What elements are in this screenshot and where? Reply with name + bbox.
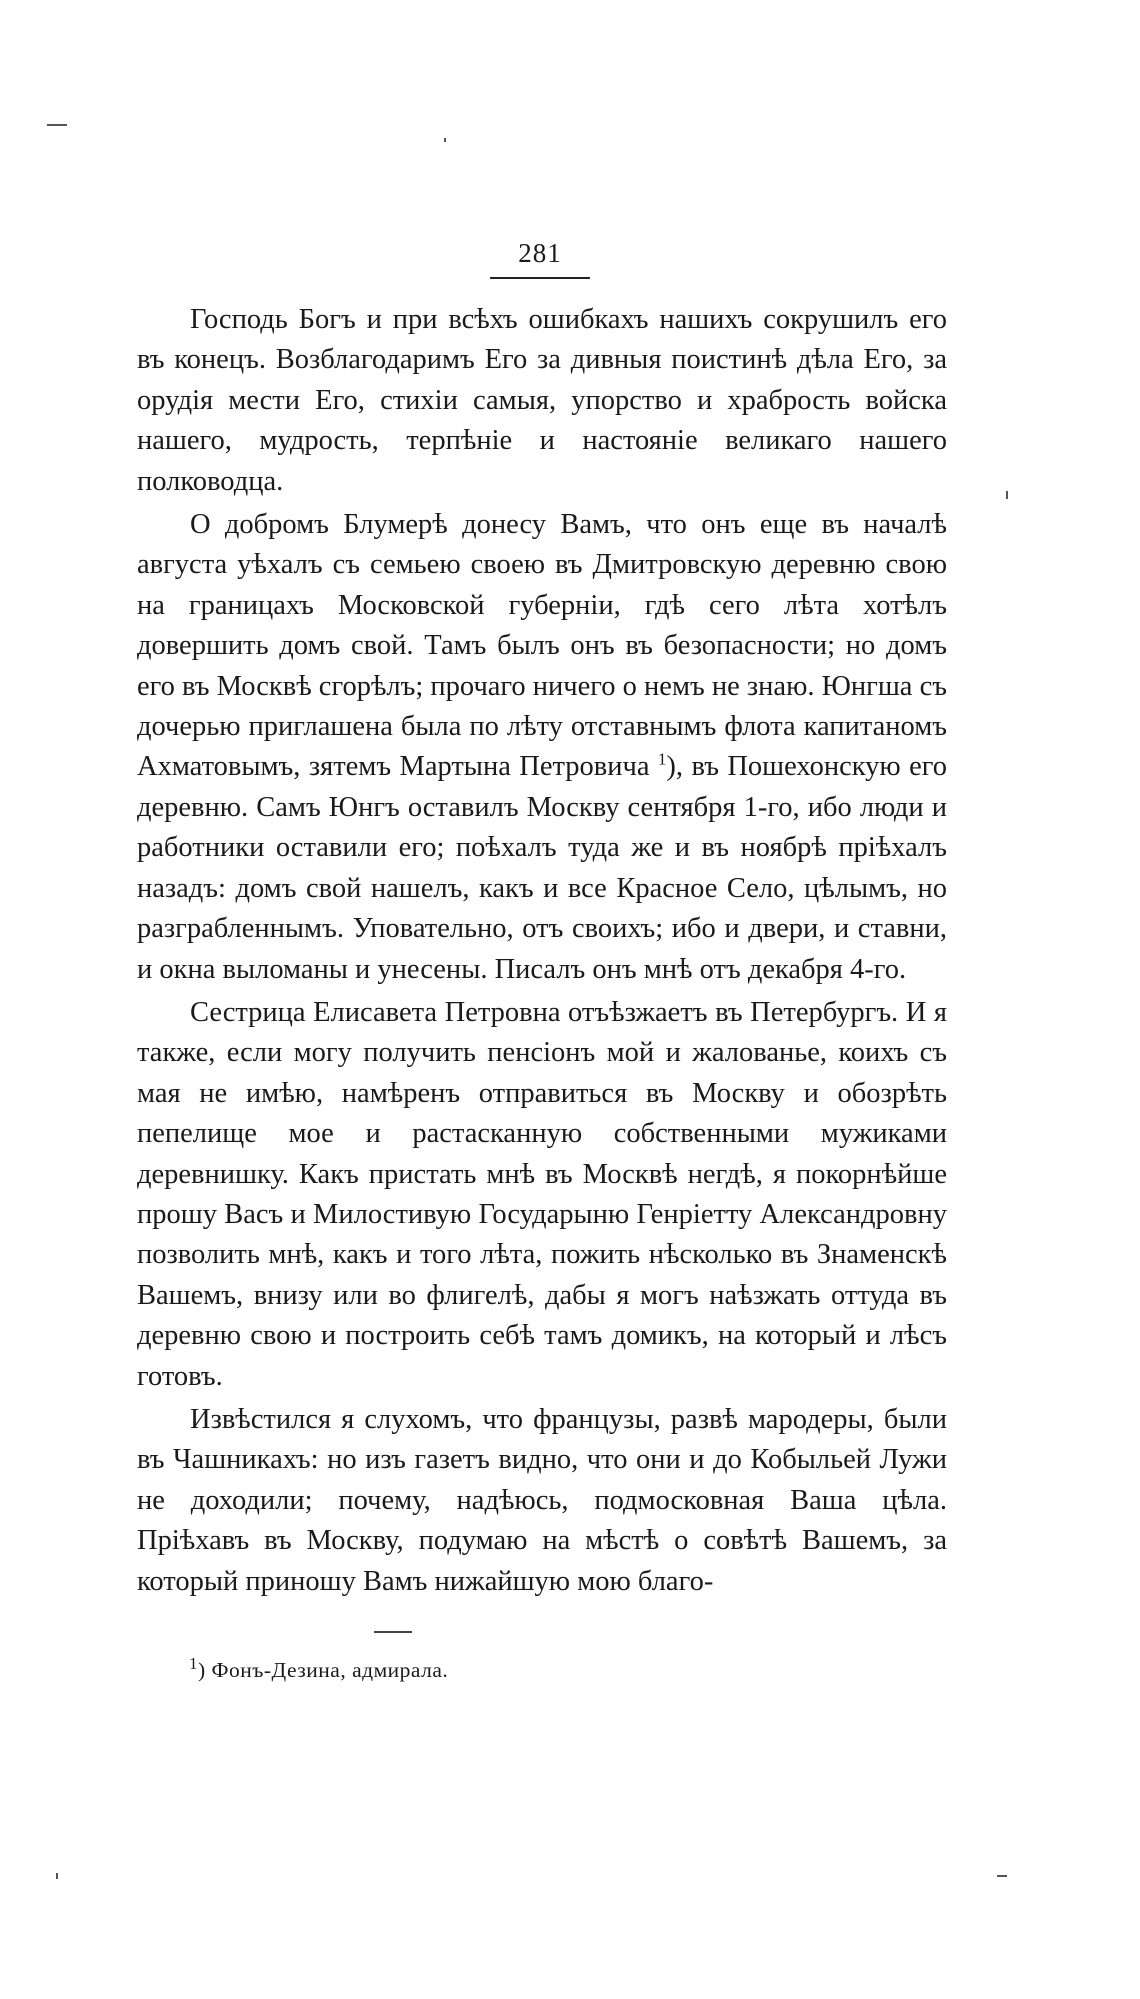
- scan-mark-top-center: [444, 138, 446, 142]
- footnote-text: ) Фонъ-Дезина, адмирала.: [198, 1658, 449, 1682]
- scan-mark-right: [1006, 491, 1008, 499]
- footnote-rule: [374, 1631, 412, 1633]
- paragraph-1: Господь Богъ и при всѣхъ ошибкахъ нашихъ сокрушилъ его въ конецъ. Возблагодаримъ Его за дивныя поистинѣ дѣла Его, за орудія мести Его, стихіи самыя, упорство и храбрость войска нашего, мудрость, терпѣніе и настояніе великаго нашего полководца.: [137, 304, 947, 497]
- paragraph-4: Извѣстился я слухомъ, что французы, развѣ мародеры, были въ Чашникахъ: но изъ газетъ видно, что они и до Кобыльей Лужи не доходили; почему, надѣюсь, подмосковная Ваша цѣла. Пріѣхавъ въ Москву, подумаю на мѣстѣ о совѣтѣ Вашемъ, за который приношу Вамъ нижайшую мою благо-: [137, 1403, 947, 1597]
- paragraph-2: [137, 505, 947, 990]
- body-text: [137, 300, 947, 1602]
- paragraph-2-continuation: ), въ Пошехонскую его деревню. Самъ Юнгъ оставилъ Москву сентября 1-го, ибо люди и работники оставили его; поѣхалъ туда же и въ ноябрѣ пріѣхалъ назадъ: домъ свой нашелъ, какъ и все Красное Село, цѣлымъ, но разграбленнымъ. Уповательно, отъ своихъ; ибо и двери, и ставни, и окна выломаны и унесены. Писалъ онъ мнѣ отъ декабря 4-го.: [137, 751, 947, 985]
- footnote: [189, 1653, 449, 1683]
- footnote-marker: 1: [189, 1653, 198, 1673]
- paragraph-3: Сестрица Елисавета Петровна отъѣзжаетъ въ Петербургъ. И я также, если могу получить пенсіонъ мой и жалованье, коихъ съ мая не имѣю, намѣренъ отправиться въ Москву и обозрѣть пепелище мое и растасканную собственными мужиками деревнишку. Какъ пристать мнѣ въ Москвѣ негдѣ, я покорнѣйше прошу Васъ и Милостивую Государыню Генріетту Александровну позволить мнѣ, какъ и того лѣта, пожить нѣсколько въ Знаменскѣ Вашемъ, внизу или во флигелѣ, дабы я могъ наѣзжать оттуда въ деревню свою и построить себѣ тамъ домикъ, на который и лѣсъ готовъ.: [137, 996, 947, 1392]
- footnote-reference[interactable]: 1: [657, 749, 667, 769]
- page-number: 281: [518, 238, 562, 268]
- paragraph-2-text: О добромъ Блумерѣ донесу Вамъ, что онъ еще въ началѣ августа уѣхалъ съ семьею своею въ Дмитровскую деревню свою на границахъ Московской губерніи, гдѣ сего лѣта хотѣлъ довершить домъ свой. Тамъ былъ онъ въ безопасности; но домъ его въ Москвѣ сгорѣлъ; прочаго ничего о немъ не знаю. Юнгша съ дочерью приглашена была по лѣту отставнымъ флота капитаномъ Ахматовымъ, зятемъ Мартына Петровича: [137, 509, 947, 783]
- scan-mark-bottom-left: [56, 1873, 58, 1879]
- page-number-rule: [490, 277, 590, 279]
- scan-mark-bottom-right: [997, 1875, 1007, 1877]
- scan-mark-top-left: [47, 124, 67, 126]
